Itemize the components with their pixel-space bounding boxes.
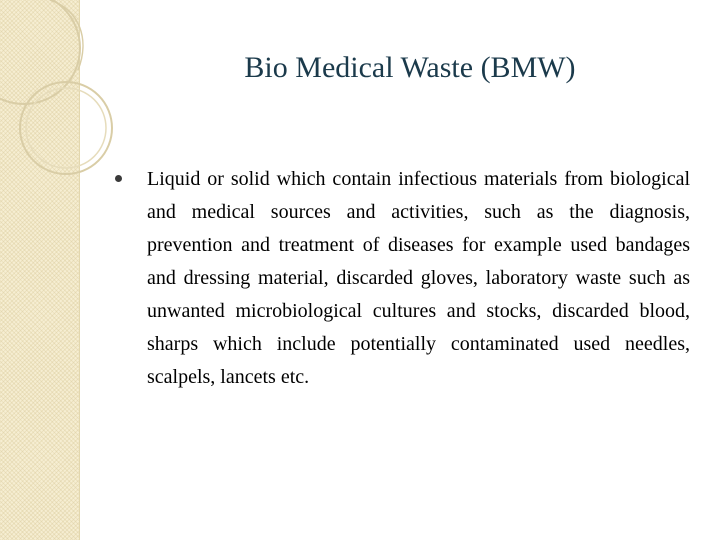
bullet-dot-icon — [115, 175, 122, 182]
decorative-ring-inner — [20, 82, 112, 174]
decorative-ring-inner2 — [26, 88, 106, 168]
bullet-list — [110, 163, 690, 394]
slide-title: Bio Medical Waste (BMW) — [244, 51, 576, 84]
list-item — [110, 163, 690, 394]
bullet-text: Liquid or solid which contain infectious materials from biological and medical sources and activities, such as the diagnosis, prevention and treatment of diseases for example used bandages and dressing material, discarded gloves, laboratory waste such as unwanted microbiological cultures and stocks, discarded blood, sharps which include potentially contaminated used needles, scalpels, lancets etc. — [147, 168, 690, 388]
